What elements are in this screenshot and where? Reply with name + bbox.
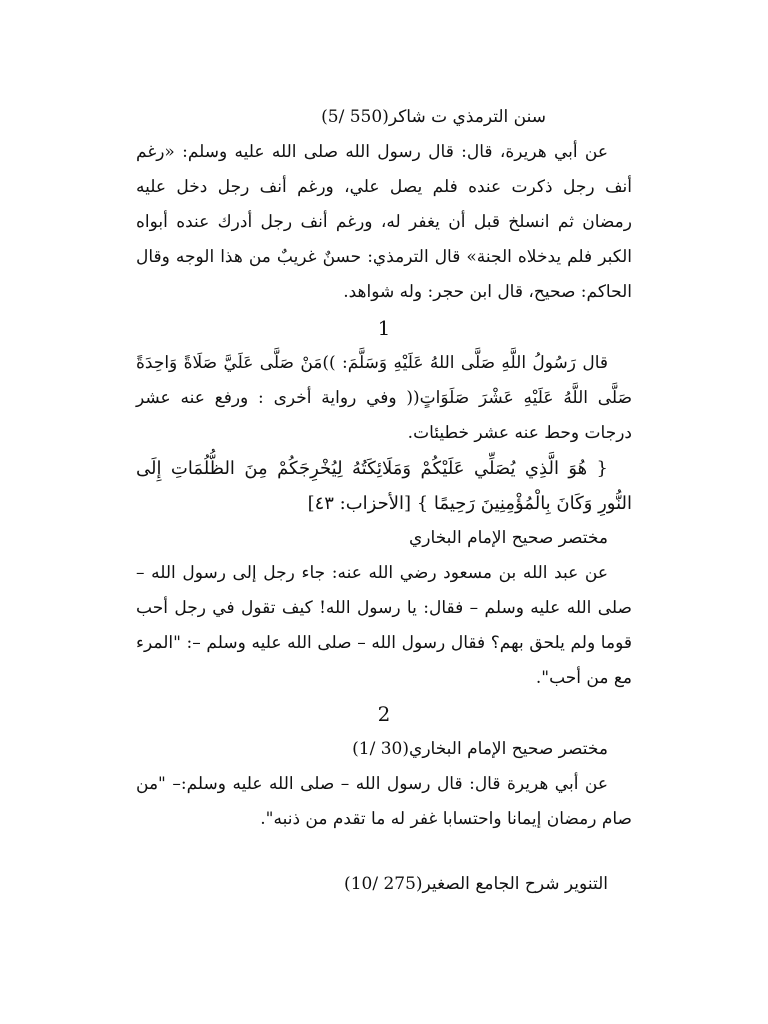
source-title-tanwir: التنوير شرح الجامع الصغير(275 /10)	[344, 874, 608, 894]
quran-verse: { هُوَ الَّذِي يُصَلِّي عَلَيْكُمْ وَمَلَائِكَتُهُ لِيُخْرِجَكُمْ مِنَ الظُّلُمَاتِ إِلَى النُّورِ وَكَانَ بِالْمُؤْمِنِينَ رَحِيمًا } [الأحزاب: ٤٣]	[136, 458, 632, 514]
page-number-2: 2	[377, 702, 391, 726]
hadith-paragraph-4: عن أبي هريرة قال: قال رسول الله – صلى الله عليه وسلم:– "من صام رمضان إيمانا واحتسابا غفر له ما تقدم من ذنبه".	[136, 774, 632, 829]
document-page	[136, 100, 632, 902]
hadith-paragraph-3: عن عبد الله بن مسعود رضي الله عنه: جاء رجل إلى رسول الله – صلى الله عليه وسلم – فقال: يا رسول الله! كيف تقول في رجل أحب قوما ولم يلحق بهم؟ فقال رسول الله – صلى الله عليه وسلم –: "المرء مع من أحب".	[136, 563, 632, 688]
source-title-bukhari-ref: مختصر صحيح الإمام البخاري(30 /1)	[352, 739, 608, 759]
spacer	[136, 837, 632, 867]
hadith-paragraph-1: عن أبي هريرة، قال: قال رسول الله صلى الله عليه وسلم: «رغم أنف رجل ذكرت عنده فلم يصل علي، ورغم أنف رجل دخل عليه رمضان ثم انسلخ قبل أن يغفر له، ورغم أنف رجل أدرك عنده أبواه الكبر فلم يدخلاه الجنة» قال الترمذي: حسنٌ غريبٌ من هذا الوجه وقال الحاكم: صحيح، قال ابن حجر: وله شواهد.	[136, 142, 632, 302]
hadith-paragraph-2: قال رَسُولُ اللَّهِ صَلَّى اللهُ عَلَيْهِ وَسَلَّمَ: ))مَنْ صَلَّى عَلَيَّ صَلَاةً وَاحِدَةً صَلَّى اللَّهُ عَلَيْهِ عَشْرَ صَلَوَاتٍ(( وفي رواية أخرى : ورفع عنه عشر درجات وحط عنه عشر خطيئات.	[136, 353, 632, 443]
source-title-tirmidhi: سنن الترمذي ت شاكر(550 /5)	[321, 107, 546, 127]
page-number-1: 1	[377, 316, 391, 340]
source-title-bukhari: مختصر صحيح الإمام البخاري	[409, 528, 608, 548]
